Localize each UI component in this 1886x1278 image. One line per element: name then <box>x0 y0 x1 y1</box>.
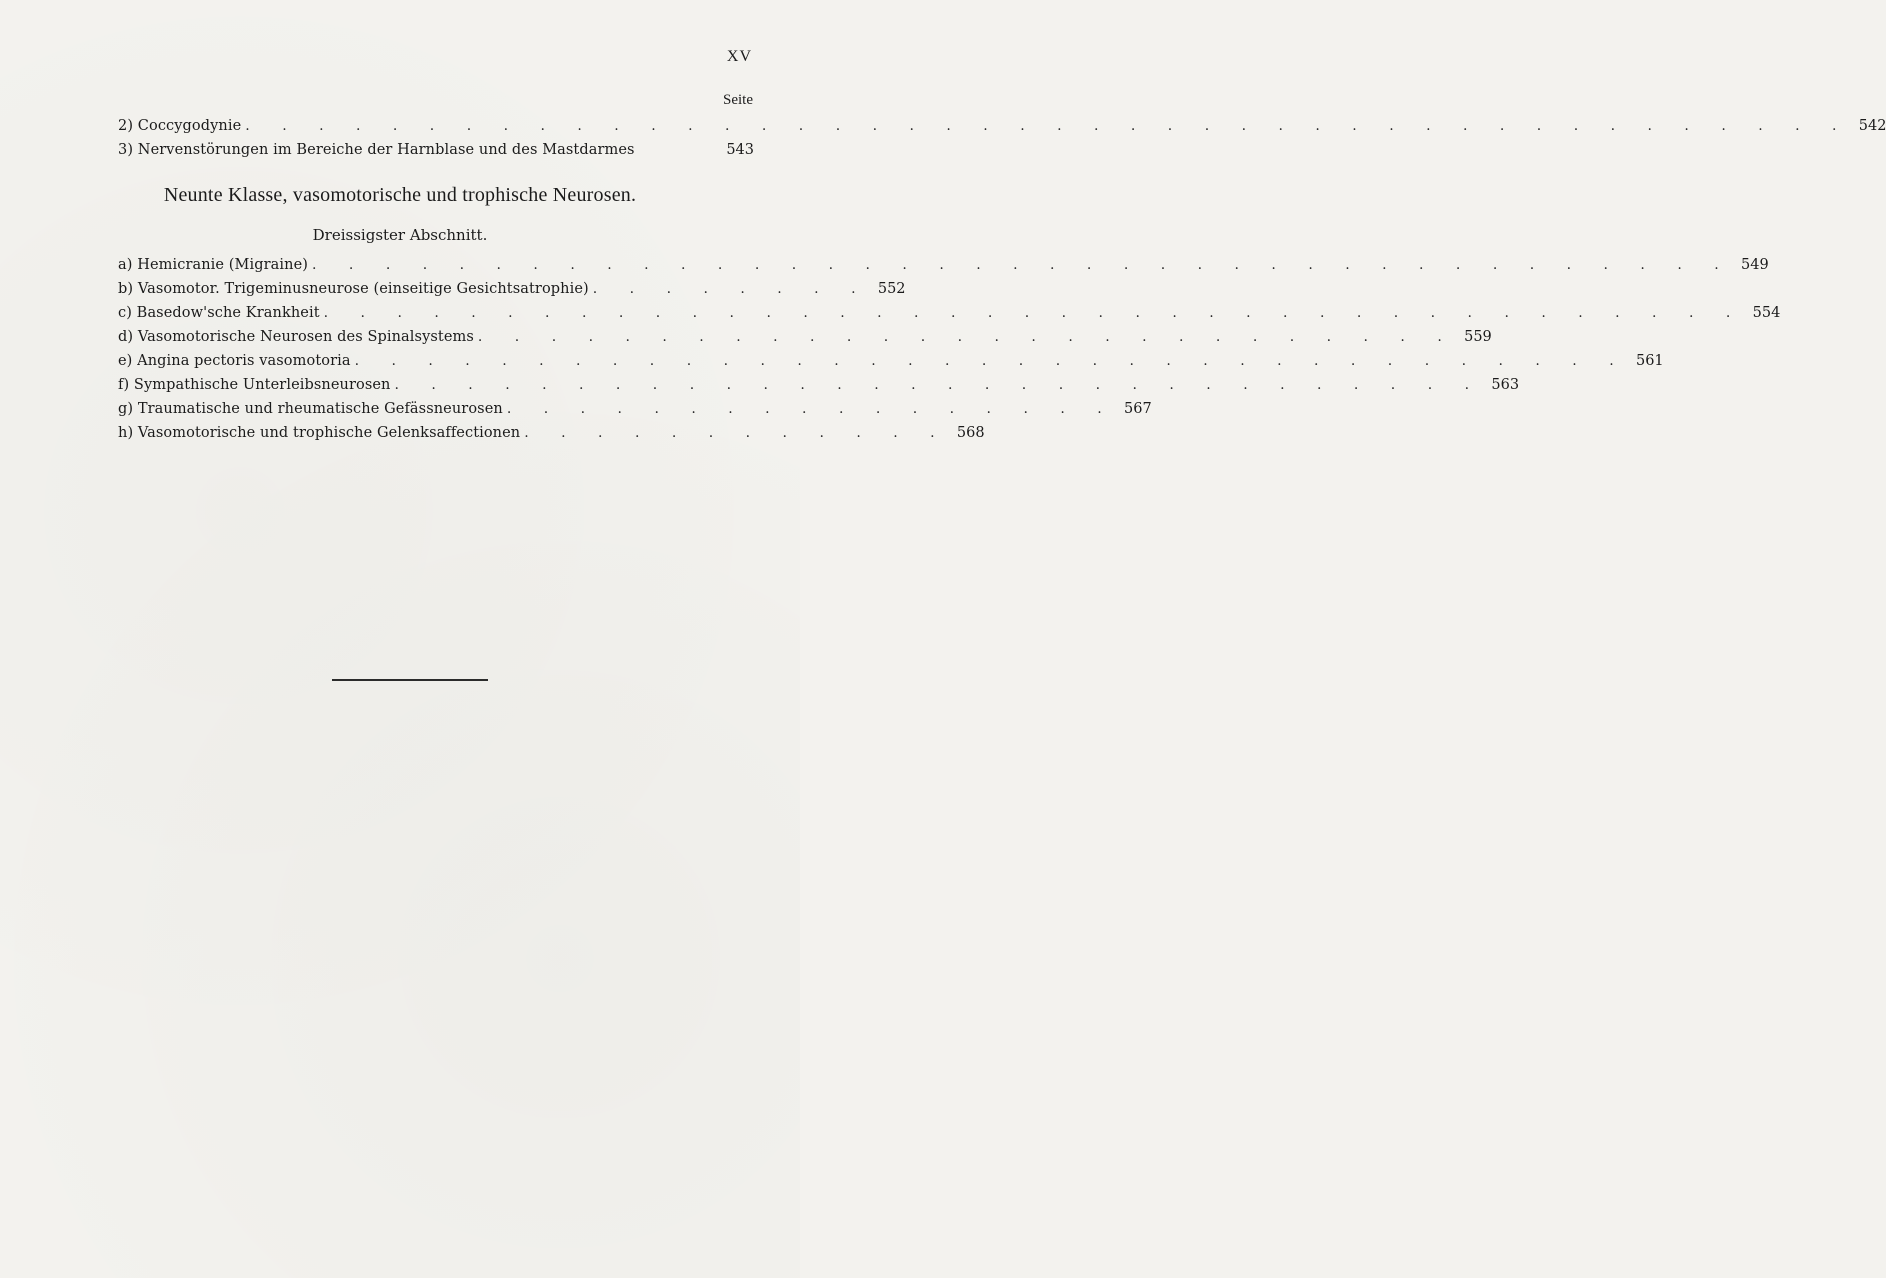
toc-entry-page: 563 <box>1491 377 1520 393</box>
toc-entry <box>118 301 1781 325</box>
toc-entry-label: e) Angina pectoris vasomotoria <box>118 353 351 369</box>
toc-entry-page: 552 <box>877 281 906 297</box>
toc-entry <box>118 421 985 445</box>
dot-leader: . . . . . . . . . . . . . . . . . . . . . . . . . . . . . . . . . . . . . . . <box>323 305 1745 321</box>
dot-leader: . . . . . . . . . . . . . . . . . . . . . . . . . . . . . . <box>394 377 1484 393</box>
toc-entry <box>118 138 754 162</box>
toc-entry-label: 3) Nervenstörungen im Bereiche der Harnblase und des Mastdarmes <box>118 142 635 158</box>
page-number: XV <box>726 48 752 65</box>
toc-entry-page: 543 <box>726 142 754 158</box>
toc-entry <box>118 373 1520 397</box>
toc-entry-page: 567 <box>1124 401 1152 417</box>
toc-entry-page: 554 <box>1752 305 1781 321</box>
toc-entry-label: b) Vasomotor. Trigeminusneurose (einseitige Gesichtsatrophie) <box>118 281 589 297</box>
section-heading: Dreissigster Abschnitt. <box>312 226 488 244</box>
toc-entry-label: c) Basedow'sche Krankheit <box>118 305 320 321</box>
closing-rule <box>332 679 488 681</box>
dot-leader: . . . . . . . . . . . . . . . . . <box>506 401 1116 417</box>
toc-entry <box>118 325 1492 349</box>
dot-leader: . . . . . . . . . . . . . . . . . . . . . . . . . . . . . . . . . . . . . . . <box>312 257 1733 273</box>
toc-entry <box>118 349 1664 373</box>
toc-entry <box>118 397 1152 421</box>
toc-entry-label: 2) Coccygodynie <box>118 118 242 134</box>
dot-leader: . . . . . . . . . . . . . . . . . . . . . . . . . . . . . . . . . . . <box>354 353 1628 369</box>
toc-entry-label: d) Vasomotorische Neurosen des Spinalsystems <box>118 329 474 345</box>
toc-block-section-30 <box>118 253 1781 445</box>
toc-entry-page: 568 <box>956 425 985 441</box>
seite-column-label: Seite <box>723 92 753 108</box>
toc-entry-label: a) Hemicranie (Migraine) <box>118 257 309 273</box>
class-heading: Neunte Klasse, vasomotorische und trophische Neurosen. <box>163 184 637 206</box>
toc-entry <box>118 253 1769 277</box>
toc-entry-page: 542 <box>1858 118 1886 134</box>
toc-entry <box>118 114 1886 138</box>
dot-leader: . . . . . . . . . . . . <box>524 425 949 441</box>
toc-entry <box>118 277 906 301</box>
dot-leader: . . . . . . . . . . . . . . . . . . . . . . . . . . . <box>477 329 1456 345</box>
toc-entry-page: 561 <box>1635 353 1664 369</box>
toc-entry-page: 549 <box>1741 257 1769 273</box>
dot-leader: . . . . . . . . <box>592 281 870 297</box>
toc-entry-label: h) Vasomotorische und trophische Gelenksaffectionen <box>118 425 521 441</box>
toc-block-continued <box>118 114 1886 162</box>
toc-entry-page: 559 <box>1464 329 1492 345</box>
toc-entry-label: g) Traumatische und rheumatische Gefässneurosen <box>118 401 503 417</box>
toc-entry-label: f) Sympathische Unterleibsneurosen <box>118 377 391 393</box>
dot-leader: . . . . . . . . . . . . . . . . . . . . . . . . . . . . . . . . . . . . . . . . . . . . <box>245 118 1851 134</box>
